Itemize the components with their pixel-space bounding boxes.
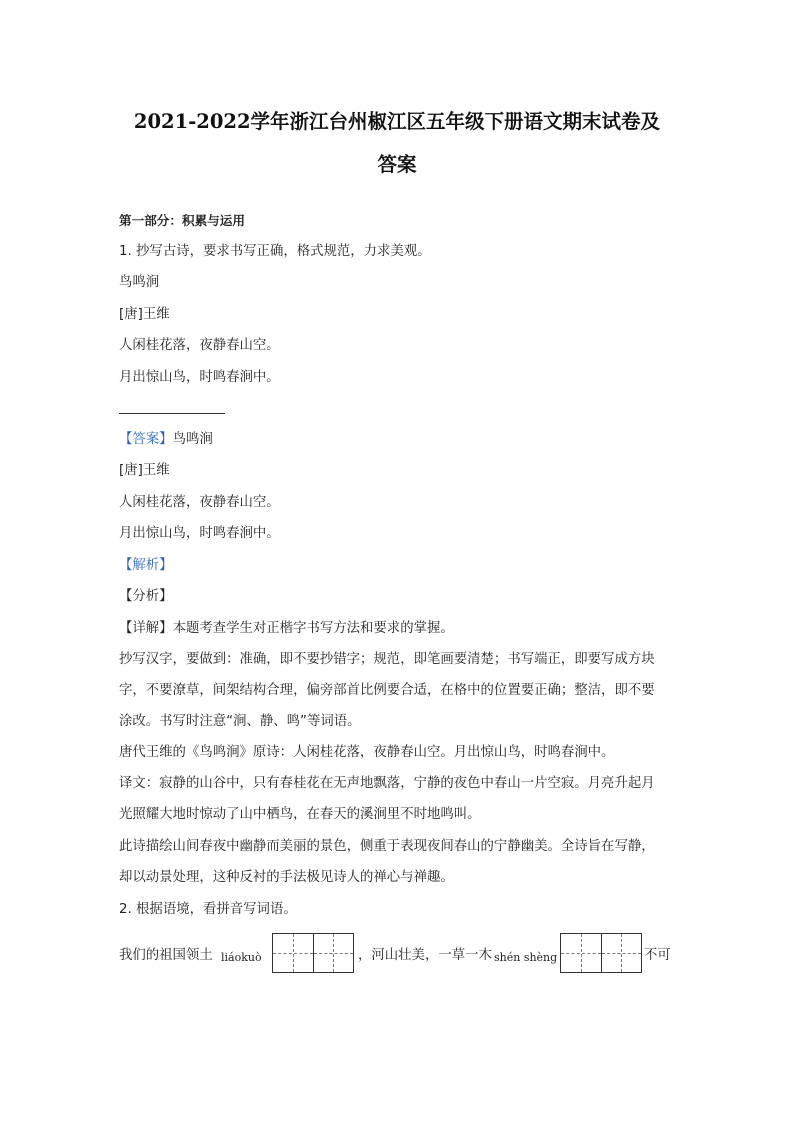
question-2-row <box>119 933 679 975</box>
question-1-prompt: 1. 抄写古诗，要求书写正确，格式规范，力求美观。 <box>119 244 431 259</box>
q2-text-2: ，河山壮美，一草一木 <box>358 948 492 963</box>
writing-grid-2[interactable] <box>560 933 642 973</box>
grid-cell[interactable] <box>602 934 642 972</box>
explanation-para-1-line-2: 字，不要潦草，间架结构合理，偏旁部首比例要合适，在格中的位置要正确；整洁，即不要 <box>119 683 655 698</box>
answer-line <box>119 430 213 450</box>
answer-author: [唐]王维 <box>119 463 170 478</box>
grid-cell[interactable] <box>561 934 602 972</box>
detail-line <box>119 619 454 639</box>
explanation-para-2: 唐代王维的《鸟鸣涧》原诗：人闲桂花落，夜静春山空。月出惊山鸟，时鸣春涧中。 <box>119 745 615 760</box>
answer-tag: 【答案】 <box>119 432 173 447</box>
translation-line-2: 光照耀大地时惊动了山中栖鸟，在春天的溪涧里不时地鸣叫。 <box>119 807 481 822</box>
answer-verse-1: 人闲桂花落，夜静春山空。 <box>119 495 280 510</box>
fenxi-tag: 【分析】 <box>119 589 173 604</box>
section-heading: 第一部分：积累与运用 <box>119 213 245 228</box>
appreciation-line-1: 此诗描绘山间春夜中幽静而美丽的景色，侧重于表现夜间春山的宁静幽美。全诗旨在写静， <box>119 839 655 854</box>
q2-text-3: 不可 <box>644 948 671 963</box>
writing-grid-1[interactable] <box>272 933 354 973</box>
q2-pinyin-1: liáokuò <box>221 951 262 964</box>
appreciation-line-2: 却以动景处理，这种反衬的手法极见诗人的禅心与禅趣。 <box>119 870 454 885</box>
poem-author: [唐]王维 <box>119 307 170 322</box>
translation-line-1: 译文：寂静的山谷中，只有春桂花在无声地飘落，宁静的夜色中春山一片空寂。月亮升起月 <box>119 776 655 791</box>
poem-title: 鸟鸣涧 <box>119 275 160 290</box>
detail-tag: 【详解】 <box>119 621 173 636</box>
poem-verse-1: 人闲桂花落，夜静春山空。 <box>119 338 280 353</box>
explanation-para-1-line-3: 涂改。书写时注意“涧、静、鸣”等词语。 <box>119 714 361 729</box>
explanation-para-1-line-1: 抄写汉字，要做到：准确，即不要抄错字；规范，即笔画要清楚；书写端正，即要写成方块 <box>119 652 655 667</box>
detail-text: 本题考查学生对正楷字书写方法和要求的掌握。 <box>172 621 454 636</box>
q2-text-1: 我们的祖国领土 <box>119 948 213 963</box>
grid-cell[interactable] <box>314 934 354 972</box>
title-line-1: 2021-2022学年浙江台州椒江区五年级下册语文期末试卷及 <box>133 110 661 133</box>
title-line-2: 答案 <box>377 153 417 176</box>
analysis-tag: 【解析】 <box>119 558 173 573</box>
question-2-prompt: 2. 根据语境，看拼音写词语。 <box>119 902 297 917</box>
answer-underline <box>119 413 225 414</box>
document-title <box>110 100 684 186</box>
answer-verse-2: 月出惊山鸟，时鸣春涧中。 <box>119 526 280 541</box>
poem-verse-2: 月出惊山鸟，时鸣春涧中。 <box>119 370 280 385</box>
grid-cell[interactable] <box>273 934 314 972</box>
q2-pinyin-2: shén shèng <box>494 951 558 964</box>
answer-poem-title: 鸟鸣涧 <box>172 432 213 447</box>
